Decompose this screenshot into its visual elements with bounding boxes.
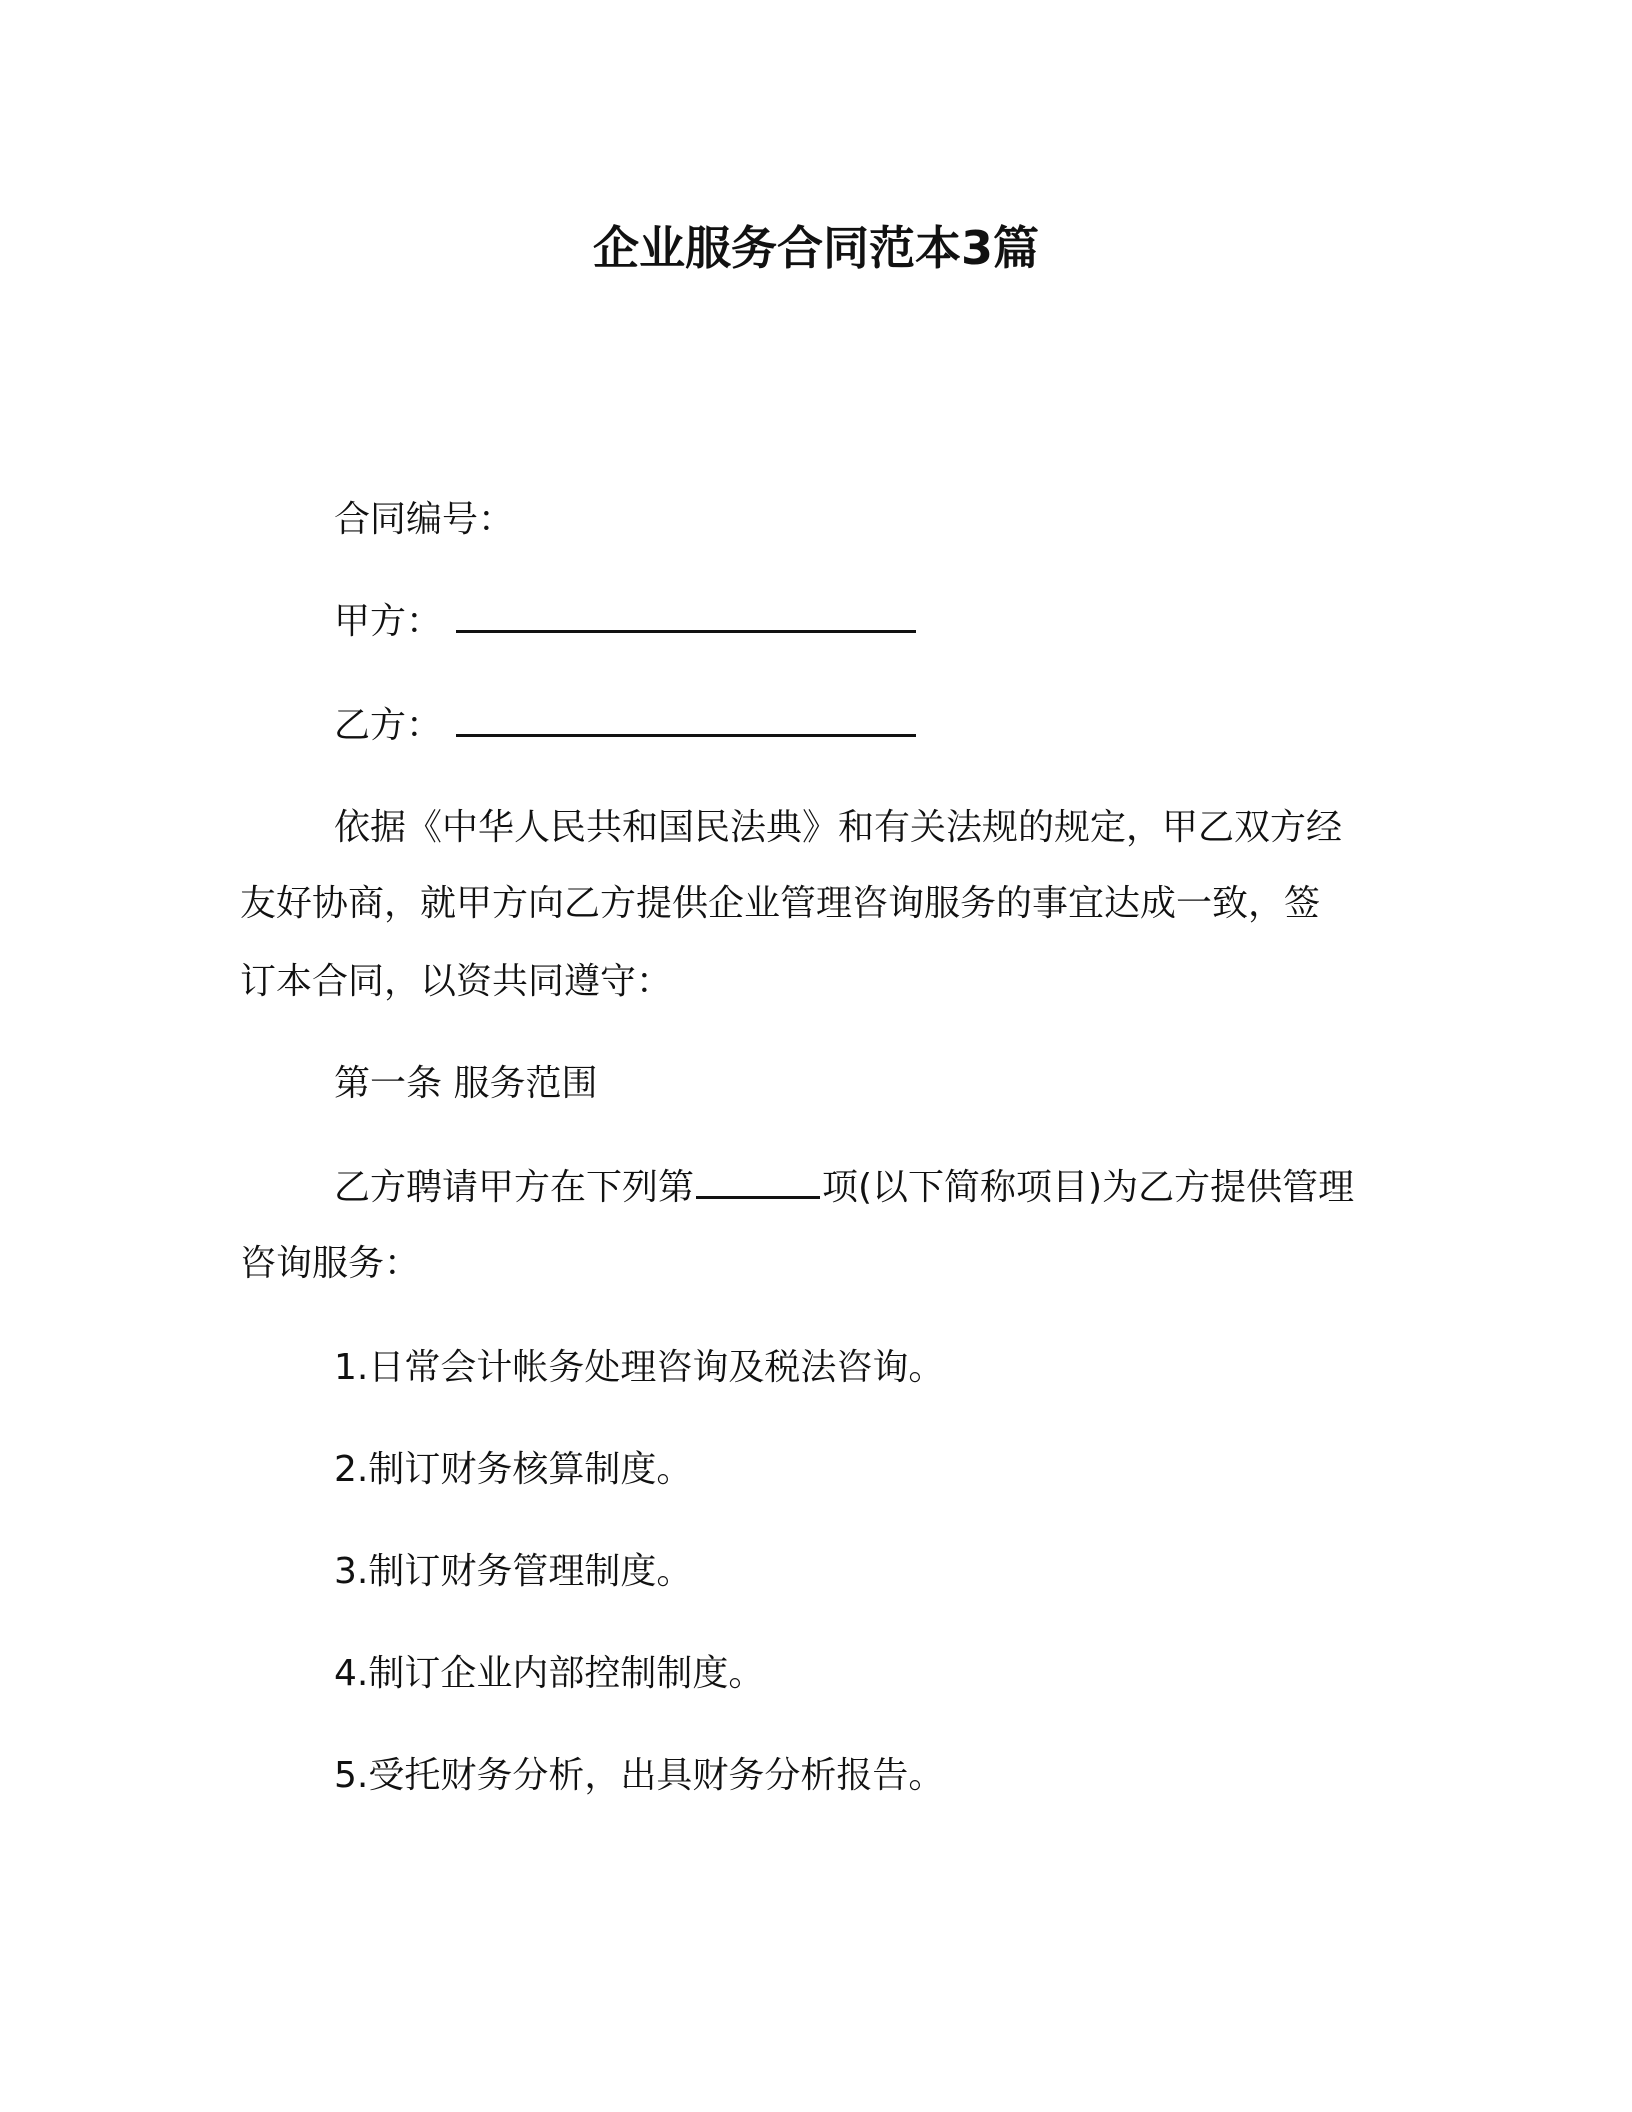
scope-line-2: 咨询服务： xyxy=(240,1243,421,1284)
scope-text-after: 项(以下简称项目)为乙方提供管理 xyxy=(822,1167,1355,1208)
article-1-heading: 第一条 服务范围 xyxy=(334,1063,598,1104)
item-number-blank xyxy=(696,1166,820,1199)
service-item-5: 5.受托财务分析，出具财务分析报告。 xyxy=(334,1755,945,1796)
service-item-2: 2.制订财务核算制度。 xyxy=(334,1449,693,1490)
party-b-label: 乙方： xyxy=(334,705,443,746)
document-title: 企业服务合同范本3篇 xyxy=(592,221,1039,275)
party-a-blank xyxy=(456,600,916,633)
scope-line-1 xyxy=(334,1164,1354,1212)
contract-number-label: 合同编号： xyxy=(334,499,515,540)
intro-line-1: 依据《中华人民共和国民法典》和有关法规的规定，甲乙双方经 xyxy=(334,807,1343,848)
party-a-label: 甲方： xyxy=(334,601,443,642)
intro-line-2: 友好协商，就甲方向乙方提供企业管理咨询服务的事宜达成一致，签 xyxy=(240,883,1321,924)
service-item-1: 1.日常会计帐务处理咨询及税法咨询。 xyxy=(334,1347,945,1388)
party-b-blank xyxy=(456,704,916,737)
service-item-4: 4.制订企业内部控制制度。 xyxy=(334,1653,765,1694)
party-a-line xyxy=(334,598,916,646)
party-b-line xyxy=(334,702,916,750)
scope-text-before: 乙方聘请甲方在下列第 xyxy=(334,1167,695,1208)
service-item-3: 3.制订财务管理制度。 xyxy=(334,1551,693,1592)
intro-line-3: 订本合同，以资共同遵守： xyxy=(240,961,673,1002)
